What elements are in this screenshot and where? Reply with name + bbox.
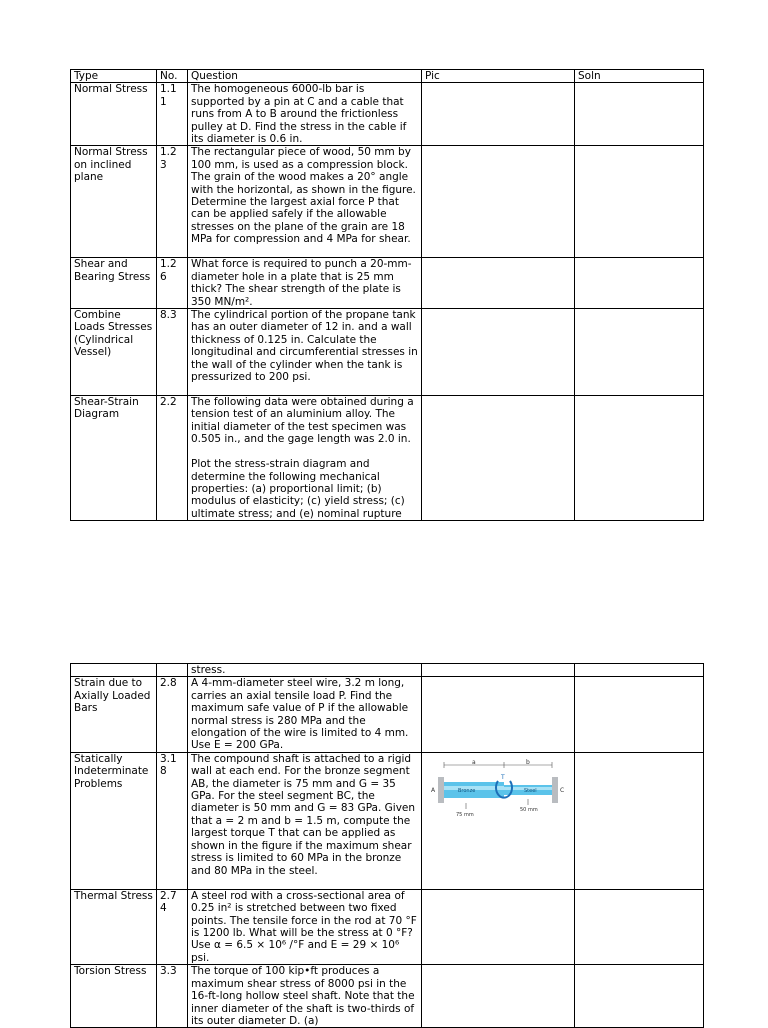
row-soln <box>575 664 704 677</box>
row-type: Shear and Bearing Stress <box>71 258 157 309</box>
row-type: Strain due to Axially Loaded Bars <box>71 677 157 752</box>
label-bronze: Bronze <box>458 787 476 794</box>
row-soln <box>575 677 704 752</box>
label-d1: 75 mm <box>456 811 474 818</box>
label-b: b <box>526 758 530 766</box>
row-type: Torsion Stress <box>71 965 157 1028</box>
table-row <box>71 396 704 521</box>
table-row <box>71 889 704 964</box>
row-question: stress. <box>188 664 422 677</box>
row-soln <box>575 396 704 521</box>
row-type: Normal Stress <box>71 83 157 146</box>
question-text: The following data were obtained during a tension test of an aluminium alloy. The initial diameter of the test specimen was 0.505 in., and the gage length was 2.0 in. Plot the stress-strain diagram and determine the following mechanical properties: (a) proportional limit; (b) modulus of elasticity; (c) yield stress; (c) ultimate stress; and (e) nominal rupture <box>191 396 414 520</box>
row-no: 2.8 <box>157 677 188 752</box>
label-a: a <box>472 758 476 766</box>
row-question: The homogeneous 6000-lb bar is supported by a pin at C and a cable that runs from A to B around the frictionless pulley at D. Find the stress in the cable if its diameter is 0.6 in. <box>188 83 422 146</box>
row-pic <box>422 752 575 889</box>
row-question: The cylindrical portion of the propane tank has an outer diameter of 12 in. and a wall thickness of 0.125 in. Calculate the longitudinal and circumferential stresses in the wall of the cylinder when the tank is pressurized to 200 psi. <box>188 309 422 396</box>
header-soln: Soln <box>575 70 704 83</box>
row-question: The compound shaft is attached to a rigid wall at each end. For the bronze segment AB, the diameter is 75 mm and G = 35 GPa. For the steel segment BC, the diameter is 50 mm and G = 83 GPa. Given that a = 2 m and b = 1.5 m, compute the largest torque T that can be applied as shown in the figure if the maximum shear stress is limited to 60 MPa in the bronze and 80 MPa in the steel. <box>188 752 422 889</box>
row-no: 1.2 3 <box>157 146 188 258</box>
row-no: 1.1 1 <box>157 83 188 146</box>
row-soln <box>575 752 704 889</box>
problem-table-1 <box>70 69 704 521</box>
table-row <box>71 146 704 258</box>
row-soln <box>575 83 704 146</box>
row-type: Shear-Strain Diagram <box>71 396 157 521</box>
row-no: 1.2 6 <box>157 258 188 309</box>
row-type: Statically Indeterminate Problems <box>71 752 157 889</box>
label-d2: 50 mm <box>520 806 538 813</box>
row-pic <box>422 965 575 1028</box>
row-question: The torque of 100 kip•ft produces a maximum shear stress of 8000 psi in the 16-ft-long hollow steel shaft. Note that the inner diameter of the shaft is two-thirds of its outer diameter D. (a) <box>188 965 422 1028</box>
row-question: A 4-mm-diameter steel wire, 3.2 m long, carries an axial tensile load P. Find the maximum safe value of P if the allowable normal stress is 280 MPa and the elongation of the wire is limited to 4 mm. Use E = 200 GPa. <box>188 677 422 752</box>
row-pic <box>422 664 575 677</box>
table-row <box>71 677 704 752</box>
row-question: What force is required to punch a 20-mm-diameter hole in a plate that is 25 mm thick? The shear strength of the plate is 350 MN/m². <box>188 258 422 309</box>
label-T: T <box>501 773 505 781</box>
row-no: 2.7 4 <box>157 889 188 964</box>
row-pic <box>422 258 575 309</box>
problem-table-2 <box>70 663 704 1028</box>
right-wall <box>552 777 558 803</box>
row-soln <box>575 258 704 309</box>
left-wall <box>438 777 444 803</box>
row-pic <box>422 396 575 521</box>
row-pic <box>422 309 575 396</box>
table-row <box>71 965 704 1028</box>
row-type <box>71 664 157 677</box>
row-pic <box>422 889 575 964</box>
row-pic <box>422 677 575 752</box>
table-row <box>71 258 704 309</box>
table-row <box>71 309 704 396</box>
label-steel: Steel <box>524 787 537 794</box>
row-no: 3.1 8 <box>157 752 188 889</box>
row-type: Thermal Stress <box>71 889 157 964</box>
table-header-row <box>71 70 704 83</box>
row-question: A steel rod with a cross-sectional area of 0.25 in² is stretched between two fixed points. The tensile force in the rod at 70 °F is 1200 lb. What will be the stress at 0 °F? Use α = 6.5 × 10⁶ /°F and E = 29 × 10⁶ psi. <box>188 889 422 964</box>
row-soln <box>575 965 704 1028</box>
header-no: No. <box>157 70 188 83</box>
row-question: The rectangular piece of wood, 50 mm by 100 mm, is used as a compression block. The grain of the wood makes a 20° angle with the horizontal, as shown in the figure. Determine the largest axial force P that can be applied safely if the allowable stresses on the plane of the grain are 18 MPa for compression and 4 MPa for shear. <box>188 146 422 258</box>
table-row <box>71 752 704 889</box>
row-no: 3.3 <box>157 965 188 1028</box>
table-row <box>71 664 704 677</box>
row-soln <box>575 309 704 396</box>
row-no: 8.3 <box>157 309 188 396</box>
row-pic <box>422 83 575 146</box>
row-type: Normal Stress on inclined plane <box>71 146 157 258</box>
row-pic <box>422 146 575 258</box>
label-C: C <box>560 786 565 794</box>
row-no <box>157 664 188 677</box>
label-A: A <box>431 786 436 794</box>
header-pic: Pic <box>422 70 575 83</box>
row-type: Combine Loads Stresses (Cylindrical Vessel) <box>71 309 157 396</box>
row-question <box>188 396 422 521</box>
row-soln <box>575 146 704 258</box>
header-type: Type <box>71 70 157 83</box>
header-question: Question <box>188 70 422 83</box>
row-soln <box>575 889 704 964</box>
row-no: 2.2 <box>157 396 188 521</box>
compound-shaft-figure <box>428 759 568 821</box>
table-row <box>71 83 704 146</box>
